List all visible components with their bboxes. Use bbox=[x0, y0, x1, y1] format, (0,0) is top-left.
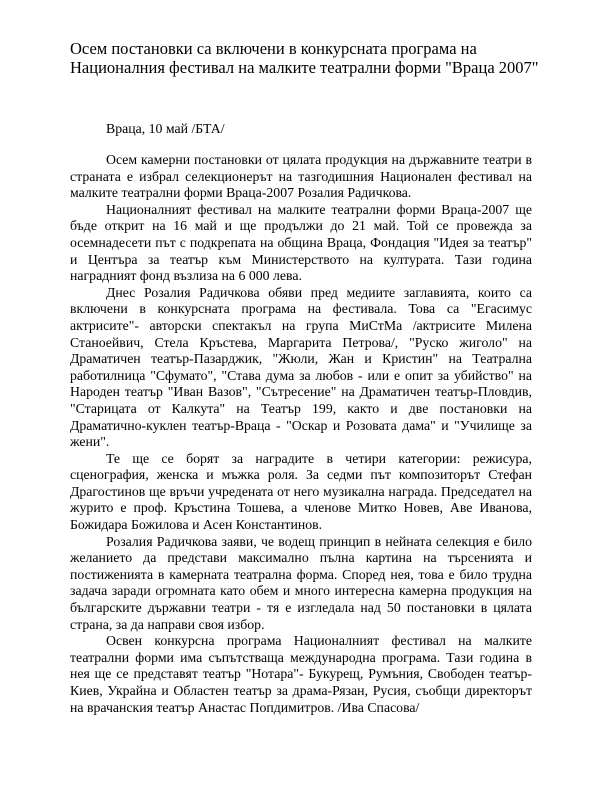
paragraph: Освен конкурсна програма Националният фестивал на малките театрални форми има съпътстваща международна програма. Тази година в нея ще се представят театър "Нотара"- Букурещ, Румъния, Свободен театър-Киев, Украйна и Областен театър за драма-Рязан, Русия, съобщи директорът на врачанския театър Анастас Попдимитров. /Ива Спасова/ bbox=[70, 633, 532, 715]
paragraph: Националният фестивал на малките театрални форми Враца-2007 ще бъде открит на 16 май и ще продължи до 21 май. Той се провежда за осемнадесети път с подкрепата на община Враца, Фондация "Идея за театър" и Центъра за театър към Министерството на културата. Тази година наградният фонд възлиза на 6 000 лева. bbox=[70, 201, 532, 284]
article-title: Осем постановки са включени в конкурсната програма на Националния фестивал на малките театрални форми "Враца 2007" bbox=[70, 39, 539, 77]
article-dateline: Враца, 10 май /БТА/ bbox=[106, 121, 225, 136]
article-body bbox=[70, 152, 532, 716]
paragraph: Днес Розалия Радичкова обяви пред медиите заглавията, които са включени в конкурсната програма на фестивала. Това са "Егасимус актрисите"- авторски спектакъл на група МиСтМа /актрисите Милена Станоейвич, Стела Кръстева, Маргарита Петрова/, "Руско жиголо" на Драматичен театър-Пазарджик, "Жюли, Жан и Кристин" на Театрална работилница "Сфумато", "Става дума за любов - или е опит за убийство" на Народен театър "Иван Вазов", "Сътресение" на Драматичен театър-Пловдив, "Старицата от Калкута" на Театър 199, както и две постановки на Драматично-куклен театър-Враца - "Оскар и Розовата дама" и "Училище за жени". bbox=[70, 284, 532, 450]
paragraph: Те ще се борят за наградите в четири категории: режисура, сценография, женска и мъжка роля. За седми път композиторът Стефан Драгостинов ще връчи учредената от него музикална награда. Председател на журито е проф. Кръстина Тошева, а членове Митко Новев, Аве Иванова, Божидара Божилова и Асен Константинов. bbox=[70, 450, 532, 533]
paragraph: Осем камерни постановки от цялата продукция на държавните театри в страната е избрал селекционерът на тазгодишния Национален фестивал на малките театрални форми Враца-2007 Розалия Радичкова. bbox=[70, 152, 532, 201]
paragraph: Розалия Радичкова заяви, че водещ принцип в нейната селекция е било желанието да представи максимално пълна картина на търсенията и постиженията в камерната театрална форма. Според нея, това е било трудна задача заради огромната като обем и много интересна камерна продукция на българските държавни театри - тя е изгледала над 50 постановки в цялата страна, за да направи своя избор. bbox=[70, 533, 532, 632]
